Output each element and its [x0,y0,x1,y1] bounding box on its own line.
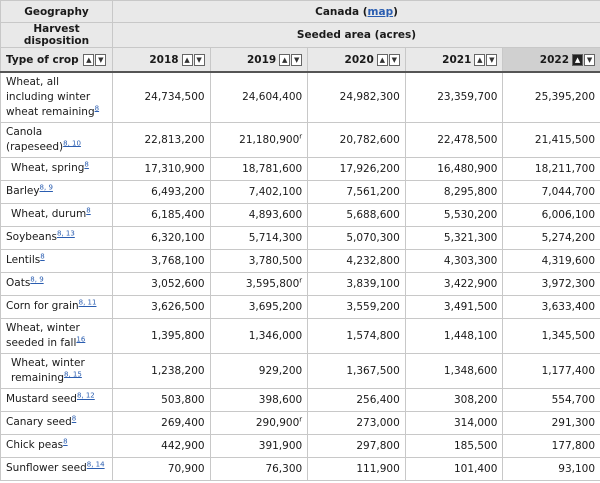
cell-value: 18,211,700 [534,162,596,175]
cell-value: 442,900 [161,439,205,452]
value-cell [503,411,600,434]
footnote-ref [84,161,88,169]
footnote-link[interactable]: 8 [71,414,77,423]
crop-name: Corn for grain [6,300,79,312]
cell-value: 5,274,200 [541,231,596,244]
cell-value: 3,780,500 [248,254,303,267]
sort-down-icon[interactable]: ▼ [95,54,106,66]
year-header-2018 [113,48,211,73]
value-cell [210,411,308,434]
value-cell [405,72,503,122]
table-row [1,411,600,434]
table-row [1,226,600,249]
sort-up-icon[interactable]: ▲ [279,54,290,66]
cell-value: 93,100 [558,462,596,475]
crop-name: Mustard seed [6,393,77,405]
table-row [1,388,600,411]
value-cell [210,122,308,157]
crop-name-cell [1,272,113,295]
cell-value: 273,000 [356,416,400,429]
table-row [1,157,600,180]
value-cell [113,388,211,411]
crop-name: Barley [6,185,40,197]
value-cell [405,180,503,203]
crop-name-cell [1,388,113,411]
crop-name: Wheat, all including winter wheat remaining [6,75,95,118]
crop-name: Sunflower seed [6,462,87,474]
crop-name: Wheat, winter remaining [11,356,85,384]
table-row [1,457,600,480]
year-label: 2020 [344,53,374,66]
value-cell [503,249,600,272]
cell-value: 70,900 [167,462,205,475]
cell-value: 20,782,600 [339,133,400,146]
cell-value: 3,626,500 [151,300,205,313]
value-cell [210,226,308,249]
footnote-ref [72,415,76,423]
cell-value: 3,972,300 [541,277,596,290]
value-cell [113,434,211,457]
crop-name: Lentils [6,254,41,266]
crop-name-cell [1,318,113,353]
value-cell [210,388,308,411]
cell-value: 22,813,200 [144,133,205,146]
cell-value: 3,695,200 [248,300,303,313]
sort-down-icon[interactable]: ▼ [584,54,595,66]
crop-name: Oats [6,277,31,289]
crop-name: Wheat, durum [11,208,87,220]
crop-type-header-label: Type of crop [6,53,79,66]
cell-value: 4,232,800 [346,254,400,267]
cell-value: 554,700 [551,393,596,406]
table-row [1,122,600,157]
sort-down-icon[interactable]: ▼ [389,54,400,66]
crop-name: Wheat, spring [11,162,85,174]
cell-value: 3,052,600 [151,277,205,290]
value-cell [308,249,406,272]
year-label: 2022 [539,53,570,66]
cell-value: 18,781,600 [242,162,303,175]
value-cell [210,295,308,318]
value-cell [308,226,406,249]
cell-value: 3,768,100 [151,254,205,267]
footnote-ref [77,392,95,400]
geography-value: Canada [315,5,360,18]
footnote-link[interactable]: 8 [94,104,100,113]
value-cell [113,180,211,203]
footnote-link[interactable]: 8, 11 [78,298,97,307]
year-label: 2019 [246,53,277,66]
value-cell [503,272,600,295]
value-cell [113,272,211,295]
cell-value: 291,300 [551,416,596,429]
value-cell [405,203,503,226]
footnote-ref [79,299,97,307]
value-cell [113,203,211,226]
value-cell [405,272,503,295]
cell-value: 25,395,200 [534,91,596,104]
footnote-link[interactable]: 8 [86,206,91,215]
cell-value: 3,595,800 [245,277,300,290]
footnote-ref [86,207,90,215]
value-cell [503,434,600,457]
cell-value: 5,070,300 [346,231,400,244]
cell-value: 7,402,100 [248,185,303,198]
footnote-link[interactable]: 8, 14 [86,460,105,469]
value-cell [308,353,406,388]
cell-value: 21,180,900 [239,133,300,146]
sort-up-icon[interactable]: ▲ [83,54,94,66]
sort-up-icon[interactable]: ▲ [474,54,485,66]
cell-value: 6,320,100 [151,231,205,244]
cell-value: 17,310,900 [144,162,205,175]
table-row [1,272,600,295]
crop-name: Wheat, winter seeded in fall [6,321,80,349]
cell-value: 7,561,200 [346,185,400,198]
table-row [1,295,600,318]
revised-flag: r [299,276,303,284]
cell-value: 24,734,500 [144,91,205,104]
value-cell [113,249,211,272]
crop-name-cell [1,295,113,318]
footnote-ref [57,230,75,238]
value-cell [210,457,308,480]
value-cell [503,353,600,388]
value-cell [210,272,308,295]
value-cell [210,434,308,457]
revised-flag: r [299,132,303,140]
cell-value: 6,185,400 [151,208,205,221]
footnote-ref [30,276,43,284]
value-cell [210,318,308,353]
cell-value: 3,422,900 [443,277,498,290]
cell-value: 4,319,600 [541,254,596,267]
value-cell [308,72,406,122]
cell-value: 21,415,500 [534,133,596,146]
cell-value: 177,800 [551,439,596,452]
footnote-link[interactable]: 8, 15 [64,370,82,378]
cell-value: 6,006,100 [541,208,596,221]
footnote-link[interactable]: 8, 9 [39,183,53,192]
crop-type-header [1,48,113,73]
value-cell [308,434,406,457]
value-cell [113,122,211,157]
value-cell [210,249,308,272]
cell-value: 23,359,700 [437,91,498,104]
value-cell [113,457,211,480]
crop-name-cell [1,180,113,203]
crop-name-cell [1,434,113,457]
value-cell [308,388,406,411]
year-header-2019 [210,48,308,73]
geography-label: Geography [1,1,113,23]
table-row [1,72,600,122]
footnote-link[interactable]: 8, 12 [76,391,95,400]
crop-name-cell [1,353,113,388]
value-cell [113,295,211,318]
value-cell [210,203,308,226]
footnote-ref [63,438,67,446]
value-cell [503,157,600,180]
table-row [1,249,600,272]
value-cell [405,457,503,480]
year-label: 2018 [149,53,179,66]
cell-value: 308,200 [453,393,498,406]
cell-value: 1,395,800 [151,329,205,342]
value-cell [113,318,211,353]
crop-name-cell [1,203,113,226]
value-cell [113,72,211,122]
footnote-link[interactable]: 16 [76,335,86,343]
cell-value: 185,500 [453,439,498,452]
crop-name-cell [1,122,113,157]
footnote-link[interactable]: 8, 10 [63,139,81,147]
crop-name-cell [1,157,113,180]
cell-value: 24,982,300 [339,91,400,104]
harvest-disposition-value: Seeded area (acres) [113,23,600,48]
cell-value: 290,900 [255,416,300,429]
cell-value: 7,044,700 [541,185,596,198]
crop-name-cell [1,72,113,122]
cell-value: 1,348,600 [443,364,498,377]
value-cell [113,226,211,249]
table-row [1,434,600,457]
value-cell [405,295,503,318]
table-row [1,203,600,226]
value-cell [308,122,406,157]
value-cell [308,203,406,226]
value-cell [405,388,503,411]
table-row [1,318,600,353]
value-cell [503,226,600,249]
value-cell [405,353,503,388]
cell-value: 297,800 [356,439,400,452]
geography-cell: Canada (map) [113,1,600,23]
footnote-link[interactable]: 8, 9 [30,275,44,284]
cell-value: 22,478,500 [437,133,498,146]
value-cell [405,249,503,272]
cell-value: 391,900 [258,439,303,452]
cell-value: 4,303,300 [443,254,498,267]
year-label: 2021 [442,53,472,66]
footnote-ref [63,139,81,147]
footnote-link[interactable]: 8 [84,160,89,169]
footnote-ref [64,370,82,378]
cell-value: 1,367,500 [346,364,400,377]
value-cell [405,157,503,180]
cell-value: 5,530,200 [443,208,498,221]
sort-down-icon[interactable]: ▼ [486,54,497,66]
cell-value: 16,480,900 [437,162,498,175]
footnote-link[interactable]: 8 [40,252,45,261]
year-header-2021 [405,48,503,73]
sort-down-icon[interactable]: ▼ [194,54,205,66]
sort-up-icon[interactable]: ▲ [377,54,388,66]
footnote-ref [40,253,44,261]
value-cell [308,272,406,295]
crop-name-cell [1,457,113,480]
crop-name: Soybeans [6,231,57,243]
harvest-disposition-label: Harvest disposition [1,23,113,48]
cell-value: 398,600 [258,393,303,406]
value-cell [210,353,308,388]
map-link[interactable]: map [367,5,394,18]
cell-value: 256,400 [356,393,400,406]
cell-value: 5,714,300 [248,231,303,244]
revised-flag: r [299,415,303,423]
cell-value: 111,900 [356,462,400,475]
value-cell [113,157,211,180]
footnote-link[interactable]: 8, 13 [57,229,75,238]
value-cell [210,180,308,203]
cell-value: 3,491,500 [443,300,498,313]
value-cell [405,226,503,249]
value-cell [503,203,600,226]
crop-name: Canola (rapeseed) [6,125,64,153]
value-cell [308,318,406,353]
cell-value: 503,800 [161,393,205,406]
footnote-ref [40,184,53,192]
cell-value: 76,300 [265,462,303,475]
value-cell [308,411,406,434]
sort-up-icon[interactable]: ▲ [182,54,193,66]
value-cell [308,457,406,480]
crop-name-cell [1,226,113,249]
sort-down-icon[interactable]: ▼ [291,54,302,66]
cell-value: 17,926,200 [339,162,400,175]
value-cell [503,72,600,122]
crop-name: Canary seed [6,416,72,428]
value-cell [308,157,406,180]
cell-value: 1,448,100 [443,329,498,342]
cell-value: 8,295,800 [443,185,498,198]
cell-value: 314,000 [453,416,498,429]
table-row [1,180,600,203]
value-cell [405,411,503,434]
year-header-2020 [308,48,406,73]
cell-value: 1,238,200 [151,364,205,377]
value-cell [405,318,503,353]
value-cell [113,353,211,388]
cell-value: 5,688,600 [346,208,400,221]
value-cell [503,388,600,411]
cell-value: 1,345,500 [541,329,596,342]
value-cell [210,157,308,180]
sort-up-icon[interactable]: ▲ [572,54,583,66]
footnote-link[interactable]: 8 [63,437,68,446]
value-cell [210,72,308,122]
cell-value: 3,633,400 [541,300,596,313]
cell-value: 929,200 [258,364,303,377]
cell-value: 6,493,200 [151,185,205,198]
cell-value: 24,604,400 [242,91,303,104]
value-cell [308,295,406,318]
value-cell [503,180,600,203]
year-header-2022 [503,48,600,73]
table-row [1,353,600,388]
value-cell [503,318,600,353]
cell-value: 3,559,200 [346,300,400,313]
cell-value: 1,177,400 [541,364,596,377]
value-cell [503,122,600,157]
cell-value: 1,346,000 [248,329,303,342]
cell-value: 269,400 [161,416,205,429]
cell-value: 101,400 [453,462,498,475]
footnote-ref [87,461,105,469]
value-cell [405,434,503,457]
cell-value: 3,839,100 [346,277,400,290]
crop-name: Chick peas [6,439,64,451]
value-cell [113,411,211,434]
cell-value: 4,893,600 [248,208,303,221]
cell-value: 5,321,300 [443,231,498,244]
footnote-ref [95,104,99,112]
crop-name-cell [1,411,113,434]
footnote-ref [76,335,85,343]
value-cell [405,122,503,157]
cell-value: 1,574,800 [346,329,400,342]
value-cell [503,457,600,480]
value-cell [503,295,600,318]
value-cell [308,180,406,203]
crop-name-cell [1,249,113,272]
